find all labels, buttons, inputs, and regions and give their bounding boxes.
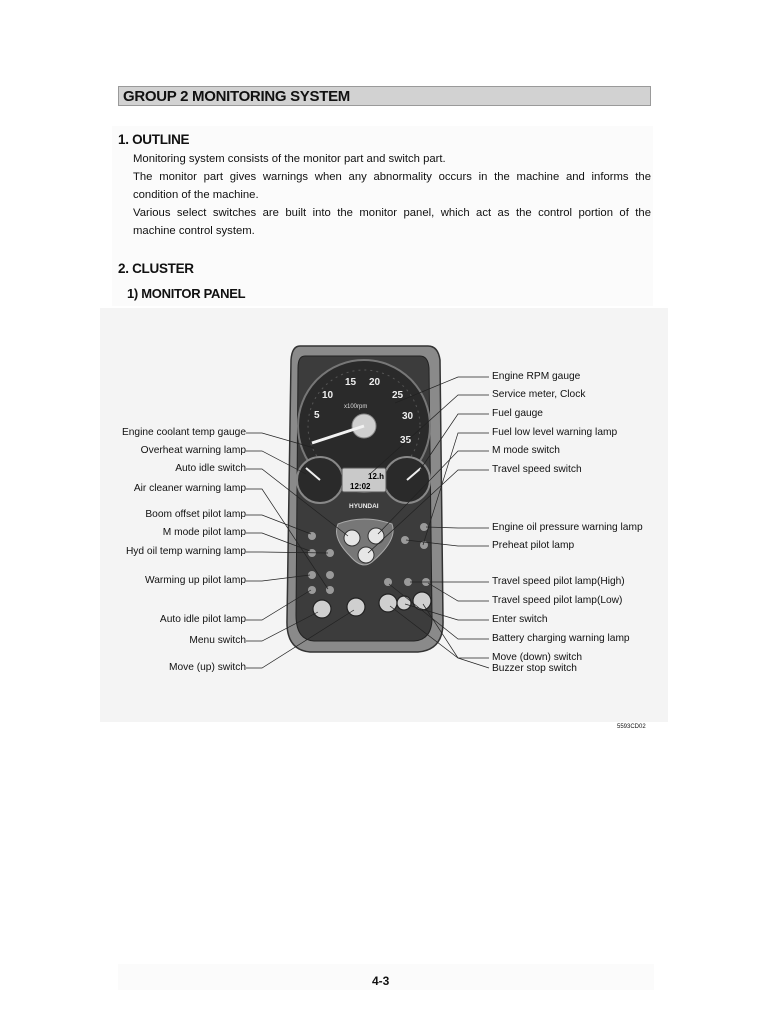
callout-label: Enter switch xyxy=(492,614,548,625)
auto-idle-lamp-icon xyxy=(308,586,316,594)
rpm-tick-label: 15 xyxy=(345,377,357,388)
brand-logo: HYUNDAI xyxy=(349,503,379,510)
callout-label: Travel speed pilot lamp(Low) xyxy=(492,595,623,606)
callout-label: Travel speed switch xyxy=(492,464,582,475)
callout-label: Engine RPM gauge xyxy=(492,371,581,382)
rpm-tick-label: 25 xyxy=(392,390,404,401)
page-number: 4-3 xyxy=(372,974,390,988)
callout-label: Preheat pilot lamp xyxy=(492,540,575,551)
rpm-tick-label: 20 xyxy=(369,377,381,388)
callout-label: Fuel gauge xyxy=(492,408,543,419)
callout-label: Engine oil pressure warning lamp xyxy=(492,522,643,533)
figure-code: 5593CD02 xyxy=(617,724,646,730)
outline-line-4: Various select switches are built into the monitor panel, which act as the control portion of the xyxy=(133,207,651,219)
rpm-unit: x100rpm xyxy=(344,404,368,410)
callout-label: M mode switch xyxy=(492,445,560,456)
callout-label: Move (up) switch xyxy=(169,662,246,673)
rpm-tick-label: 5 xyxy=(314,410,320,421)
group-title: GROUP 2 MONITORING SYSTEM xyxy=(123,88,350,105)
outline-line-1: Monitoring system consists of the monitor part and switch part. xyxy=(133,153,446,165)
callout-label: Boom offset pilot lamp xyxy=(145,509,246,520)
callout-label: Auto idle switch xyxy=(175,463,246,474)
outline-line-3: condition of the machine. xyxy=(133,189,259,201)
callout-label: Overheat warning lamp xyxy=(140,445,246,456)
rpm-tick-label: 30 xyxy=(402,411,414,422)
cluster-heading: 2. CLUSTER xyxy=(118,261,194,276)
outline-heading: 1. OUTLINE xyxy=(118,132,190,147)
callout-label: Travel speed pilot lamp(High) xyxy=(492,576,625,587)
callout-label: Warming up pilot lamp xyxy=(145,575,246,586)
callout-label: Buzzer stop switch xyxy=(492,663,577,674)
overheat-lamp-icon xyxy=(326,571,334,579)
callout-label: M mode pilot lamp xyxy=(162,527,246,538)
rpm-tick-label: 35 xyxy=(400,435,412,446)
callout-label: Fuel low level warning lamp xyxy=(492,427,618,438)
callout-label: Auto idle pilot lamp xyxy=(159,614,246,625)
menu-switch[interactable] xyxy=(313,600,331,618)
callout-label: Hyd oil temp warning lamp xyxy=(125,546,246,557)
callout-label: Move (down) switch xyxy=(492,652,583,663)
callout-label: Menu switch xyxy=(189,635,246,646)
battery-lamp-icon xyxy=(384,578,392,586)
lcd-service-meter: 12.h xyxy=(368,472,385,481)
leader-line xyxy=(458,658,489,668)
lcd-clock: 12:02 xyxy=(350,482,371,491)
callout-label: Service meter, Clock xyxy=(492,389,586,400)
outline-line-5: machine control system. xyxy=(133,225,255,237)
callout-label: Battery charging warning lamp xyxy=(492,633,630,644)
enter-switch[interactable] xyxy=(397,596,411,610)
outline-line-2: The monitor part gives warnings when any abnormality occurs in the machine and informs the xyxy=(133,171,651,183)
callout-label: Air cleaner warning lamp xyxy=(133,483,246,494)
group-header-bar xyxy=(118,86,651,106)
callout-label: Engine coolant temp gauge xyxy=(121,427,246,438)
monitor-panel-subheading: 1) MONITOR PANEL xyxy=(127,286,246,301)
auto-idle-switch[interactable] xyxy=(344,530,360,546)
move-up-switch[interactable] xyxy=(347,598,365,616)
rpm-tick-label: 10 xyxy=(322,390,334,401)
